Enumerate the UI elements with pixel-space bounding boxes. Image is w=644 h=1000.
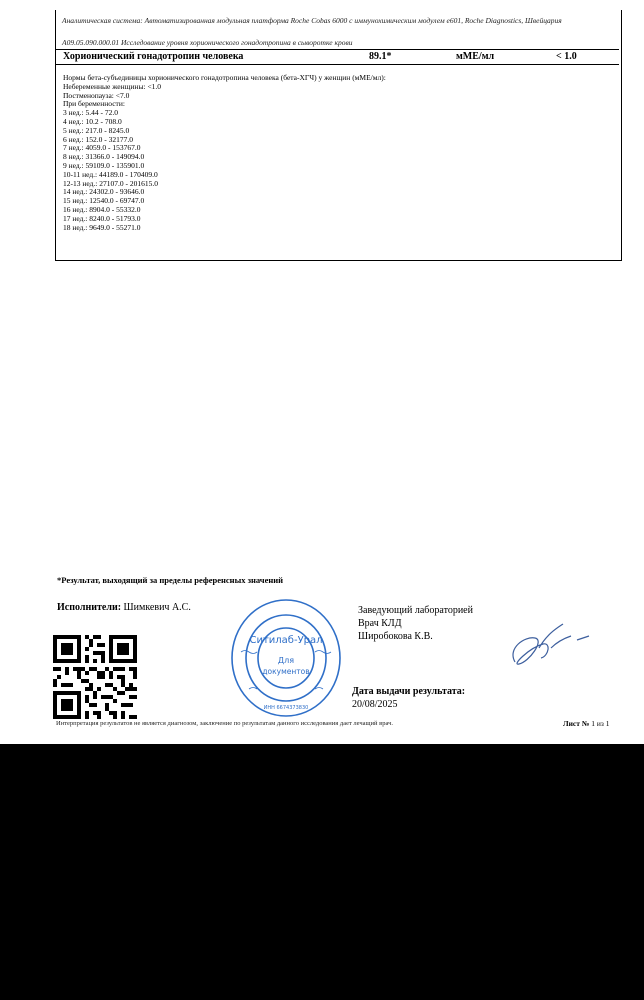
test-code-line: A09.05.090.000.01 Исследование уровня хорионического гонадотропина в сыворотке крови xyxy=(62,38,353,47)
norm-line: 12-13 нед.: 27107.0 - 201615.0 xyxy=(63,178,159,188)
norm-line: 3 нед.: 5.44 - 72.0 xyxy=(63,108,119,118)
norm-line: 10-11 нед.: 44189.0 - 170409.0 xyxy=(63,169,158,179)
qr-code xyxy=(53,635,137,719)
executors-label: Исполнители: xyxy=(57,602,122,613)
executors-name: Шимкевич А.С. xyxy=(123,602,191,613)
issue-date: 20/08/2025 xyxy=(352,699,398,710)
stamp-purpose-2: документов xyxy=(262,667,310,676)
stamp-org: Ситилаб-Урал xyxy=(249,635,323,646)
norm-line: Небеременные женщины: <1.0 xyxy=(63,81,162,91)
result-value: 89.1* xyxy=(369,51,392,62)
norm-line: При беременности: xyxy=(63,99,125,109)
sheet-label: Лист № xyxy=(563,719,590,728)
norm-line: 16 нед.: 8904.0 - 55332.0 xyxy=(63,204,141,214)
norm-line: 7 нед.: 4059.0 - 153767.0 xyxy=(63,143,141,153)
norm-line: 6 нед.: 152.0 - 32177.0 xyxy=(63,134,134,144)
footer-disclaimer: Интерпретация результатов не является диагнозом, заключение по результатам данного исследования дает лечащий врач. xyxy=(56,720,393,727)
executors xyxy=(57,602,191,613)
head-role: Врач КЛД xyxy=(358,618,402,629)
reference-norms xyxy=(63,74,603,232)
result-units: мМЕ/мл xyxy=(456,51,495,62)
norm-line: 4 нед.: 10.2 - 708.0 xyxy=(63,116,122,126)
norm-line: Нормы бета-субъединицы хорионического гонадотропина человека (бета-ХГЧ) у женщин (мМЕ/мл): xyxy=(63,73,386,82)
table-divider xyxy=(56,64,619,65)
norm-line: 18 нед.: 9649.0 - 55271.0 xyxy=(63,222,141,232)
norm-line: 15 нед.: 12540.0 - 69747.0 xyxy=(63,196,145,206)
sheet-number xyxy=(563,719,609,728)
norm-line: Постменопауза: <7.0 xyxy=(63,90,130,100)
analytical-system: Аналитическая система: Автоматизированная модульная платформа Roche Cobas 6000 с иммунохимическим модулем e601, Roche Diagnostics, Швейцария xyxy=(62,16,562,25)
lab-head xyxy=(358,604,473,643)
norm-line: 14 нед.: 24302.0 - 93646.0 xyxy=(63,187,145,197)
stamp-purpose-1: Для xyxy=(277,656,295,665)
head-title: Заведующий лабораторией xyxy=(358,605,473,616)
out-of-range-note: *Результат, выходящий за пределы референсных значений xyxy=(57,575,284,585)
norm-line: 5 нед.: 217.0 - 8245.0 xyxy=(63,125,130,135)
norm-line: 17 нед.: 8240.0 - 51793.0 xyxy=(63,213,141,223)
norm-line: 8 нед.: 31366.0 - 149094.0 xyxy=(63,152,145,162)
company-stamp xyxy=(229,597,343,719)
stamp-inn: ИНН 6674373830 xyxy=(263,705,309,711)
head-name: Широбокова К.В. xyxy=(358,631,433,642)
issue-date-label: Дата выдачи результата: xyxy=(352,686,466,697)
norm-line: 9 нед.: 59109.0 - 135901.0 xyxy=(63,160,145,170)
result-reference: < 1.0 xyxy=(556,51,577,62)
signature xyxy=(505,618,595,674)
result-name: Хорионический гонадотропин человека xyxy=(63,51,244,62)
table-divider xyxy=(56,49,619,50)
sheet-value: 1 из 1 xyxy=(591,719,610,728)
